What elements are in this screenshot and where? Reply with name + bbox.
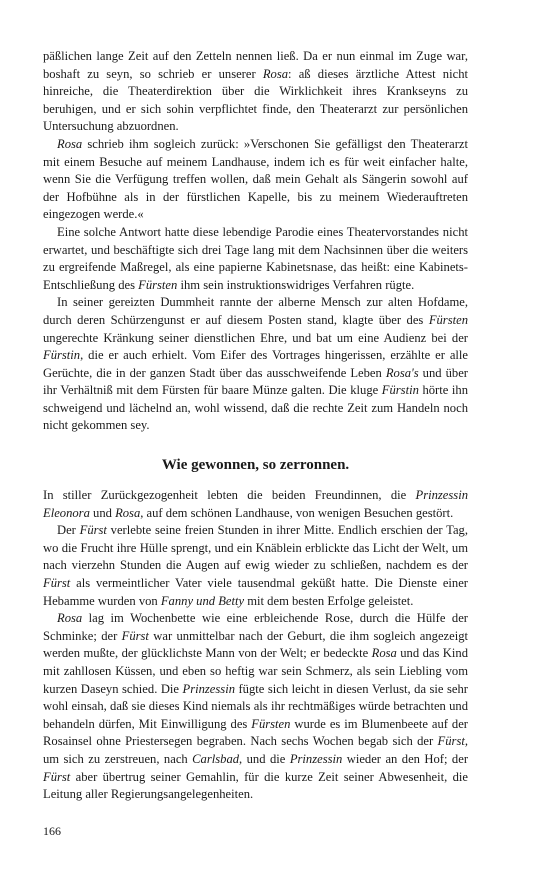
text-run: und das Kind mit zahllosen Küssen, und eben so heftig war sein Schmerz, als sein Liebling vom kurzen Daseyn schied. Die xyxy=(43,646,468,696)
text-run: schrieb ihm sogleich zurück: »Verschonen Sie gefälligst den Theaterarzt mit einem Besuche auf meinem Landhause, indem ich es für weit einfacher halte, wenn Sie die Verfügung treffen wollen, daß mein Gehalt als Sängerin sowohl auf der Hofbühne als in der fürstlichen Kapelle, bis zu meinem Wiederauftreten eingezogen werde.« xyxy=(43,136,468,222)
italic-text: Prinzessin Eleonora xyxy=(43,488,468,520)
text-run: , auf dem schönen Landhause, von wenigen Besuchen gestört. xyxy=(140,505,454,520)
text-run: und xyxy=(89,505,116,520)
text-run: war unmittelbar nach der Geburt, die ihm sogleich angezeigt werden mußte, der glücklichste Mann von der Welt; er bedeckte xyxy=(43,628,469,661)
italic-text: Prinzessin xyxy=(182,681,235,696)
italic-text: Fürst xyxy=(121,628,149,643)
text-run: In seiner gereizten Dummheit rannte der alberne Mensch zur alten Hofdame, durch deren Schürzengunst er auf diesem Posten stand, klagte über des xyxy=(43,295,468,327)
paragraphs-after xyxy=(43,487,468,804)
text-run: lag im Wochenbette wie eine erbleichende Rose, durch die Hülfe der Schminke; der xyxy=(43,611,468,643)
paragraph xyxy=(43,136,468,224)
paragraph xyxy=(43,610,468,804)
text-run: , und die xyxy=(239,751,290,766)
italic-text: Rosa xyxy=(262,66,289,81)
page-body xyxy=(43,48,468,804)
paragraph xyxy=(43,294,468,435)
italic-text: Fürsten xyxy=(251,716,291,731)
text-run: wieder an den Hof; der xyxy=(342,751,469,766)
text-run: In stiller Zurückgezogenheit lebten die beiden Freundinnen, die xyxy=(43,488,416,503)
text-run: wurde es im Blumenbeete auf der Rosainsel ohne Priestersegen begraben. Nach sechs Wochen begab sich der xyxy=(43,716,468,749)
text-run: verlebte seine freien Stunden in ihrer Mitte. Endlich erschien der Tag, wo die Frucht ihre Hülle sprengt, und ein Knäblein erblickte das Licht der Welt, um nach vierzehn Stunden die Augen auf ewig wieder zu schließen, nachdem es der xyxy=(43,523,468,573)
italic-text: Rosa xyxy=(371,646,397,661)
italic-text: Fürstin xyxy=(381,383,419,398)
text-run: ungerechte Kränkung seiner dienstlichen Ehre, und bat um eine Audienz bei der xyxy=(43,330,468,345)
text-run: fügte sich leicht in diesen Verlust, da sie sehr wohl einsah, daß sie dieses Kind niemals als ihr rechtmäßiges würde betrachten und behandeln dürfen, Mit Einwilligung des xyxy=(43,681,468,731)
italic-text: Rosa xyxy=(57,611,83,626)
page-number: 166 xyxy=(43,824,61,838)
text-run: um sich zu zerstreuen, nach xyxy=(43,751,193,766)
italic-text: Fürst xyxy=(79,523,107,538)
italic-text: Fürsten xyxy=(428,312,468,327)
italic-text: Fanny und Betty xyxy=(160,593,245,608)
text-run: hörte ihn schweigend und lächelnd an, wohl wissend, daß die rechte Zeit zum Handeln noch nicht gekommen sey. xyxy=(43,383,468,433)
text-run: ihm sein instruktionswidriges Verfahren rügte. xyxy=(177,277,415,292)
italic-text: Carlsbad xyxy=(192,751,240,766)
text-run: aber übertrug seiner Gemahlin, für die kurze Zeit seiner Abwesenheit, die Leitung aller Regierungsangelegenheiten. xyxy=(43,769,468,802)
italic-text: Fürst xyxy=(43,576,71,591)
paragraph xyxy=(43,522,468,610)
italic-text: Rosa xyxy=(57,136,83,151)
italic-text: Fürst xyxy=(43,769,71,784)
text-run: Eine solche Antwort hatte diese lebendige Parodie eines Theatervorstandes nicht erwartet, und beschäftigte sich drei Tage lang mit dem Nachsinnen über die weiters zu ergreifende Maßregel, als eine papierne Kabinetsnase, das heißt: eine Kabinets-Entschließung des xyxy=(43,224,468,292)
paragraph xyxy=(43,487,468,522)
italic-text: Prinzessin xyxy=(289,751,343,766)
italic-text: Rosa's xyxy=(385,365,419,380)
paragraph xyxy=(43,224,468,294)
text-run: , die er auch erhielt. Vom Eifer des Vortrages hingerissen, erzählte er alle Gerüchte, die in der ganzen Stadt über das ausschweifende Leben xyxy=(43,348,468,380)
text-run: päßlichen lange Zeit auf den Zetteln nennen ließ. Da er nun einmal im Zuge war, boshaft zu seyn, so schrieb er unserer xyxy=(43,49,468,81)
text-run: mit dem besten Erfolge geleistet. xyxy=(244,593,414,608)
paragraph xyxy=(43,48,468,136)
italic-text: Rosa xyxy=(115,505,141,520)
section-heading: Wie gewonnen, so zerronnen. xyxy=(161,457,350,474)
text-run: als vermeintlicher Vater viele tausendmal geküßt hatte. Die Dienste einer Hebamme wurden von xyxy=(43,576,468,608)
italic-text: Fürsten xyxy=(138,277,178,292)
text-run: Der xyxy=(57,523,80,538)
paragraphs-before xyxy=(43,48,468,435)
text-run: und über ihr Verhältniß mit dem Fürsten für baare Münze galten. Die kluge xyxy=(43,365,468,398)
italic-text: Fürstin xyxy=(43,348,81,363)
text-run: : aß dieses ärztliche Attest nicht hinreiche, die Theaterdirektion über die Wirklichkeit ihres Krankseyns zu beruhigen, und er sich sohin verpflichtet finde, den Theaterarzt zur persönlichen Untersuchung abzuordnen. xyxy=(43,66,468,134)
italic-text: Fürst, xyxy=(437,734,468,749)
